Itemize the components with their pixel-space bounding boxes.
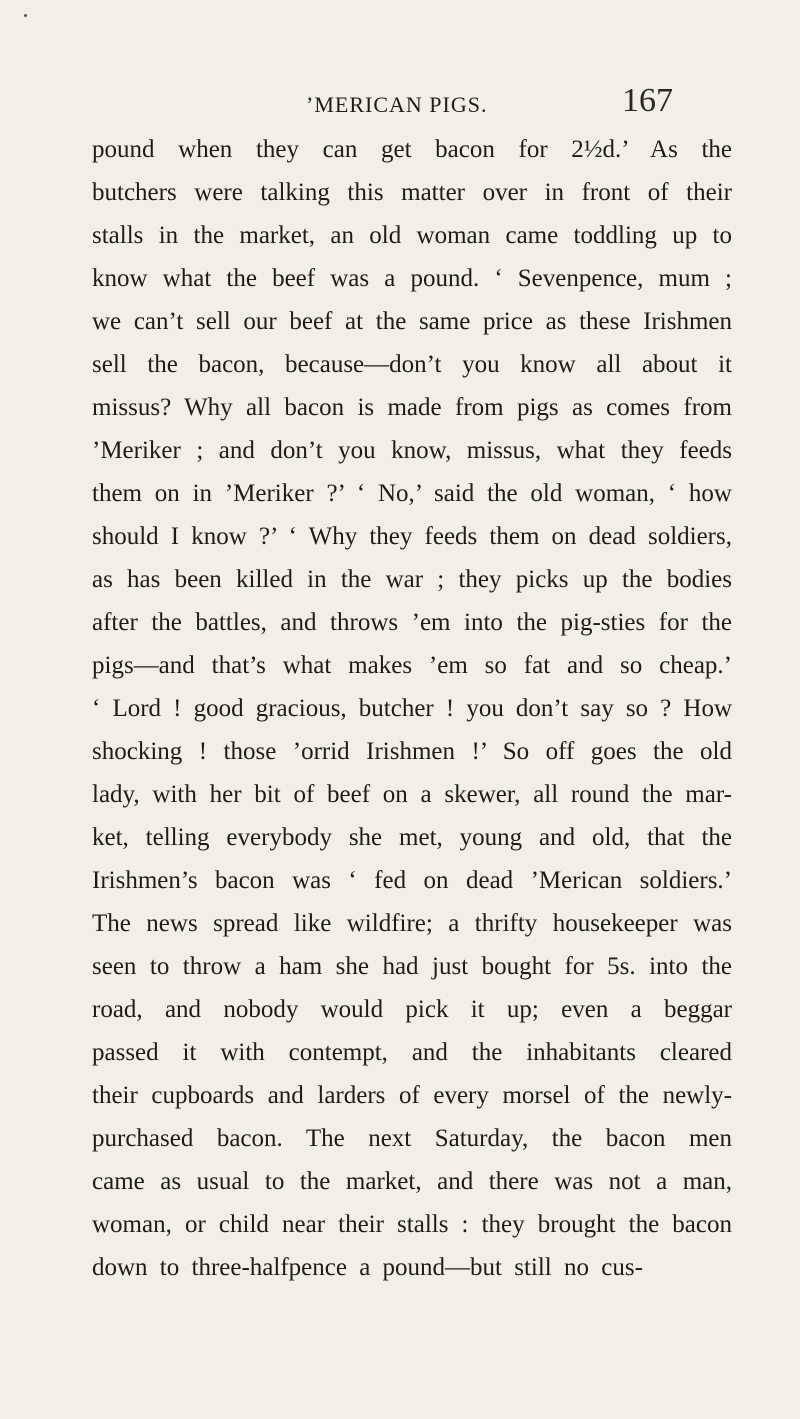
body-text: [92, 128, 732, 1289]
text-line: woman, or child near their stalls : they brought the bacon: [92, 1211, 732, 1238]
speck-mark: [24, 14, 27, 17]
text-line: should I know ?’ ‘ Why they feeds them on dead soldiers,: [92, 523, 732, 550]
text-line: sell the bacon, because—don’t you know all about it: [92, 351, 732, 378]
text-line: passed it with contempt, and the inhabitants cleared: [92, 1039, 732, 1066]
text-line: missus? Why all bacon is made from pigs as comes from: [92, 394, 732, 421]
text-line: ’Meriker ; and don’t you know, missus, what they feeds: [92, 437, 732, 464]
text-line: ket, telling everybody she met, young and old, that the: [92, 824, 732, 851]
text-line: after the battles, and throws ’em into the pig-sties for the: [92, 609, 732, 636]
text-line: stalls in the market, an old woman came toddling up to: [92, 222, 732, 249]
text-line: came as usual to the market, and there was not a man,: [92, 1168, 732, 1195]
text-line: road, and nobody would pick it up; even a beggar: [92, 996, 732, 1023]
text-line: them on in ’Meriker ?’ ‘ No,’ said the old woman, ‘ how: [92, 480, 732, 507]
text-line: butchers were talking this matter over in front of their: [92, 179, 732, 206]
running-head: ’MERICAN PIGS.: [306, 92, 488, 117]
text-line: their cupboards and larders of every morsel of the newly-: [92, 1082, 732, 1109]
text-line: as has been killed in the war ; they picks up the bodies: [92, 566, 732, 593]
page-header: [0, 68, 800, 119]
text-line: we can’t sell our beef at the same price as these Irishmen: [92, 308, 732, 335]
text-line: know what the beef was a pound. ‘ Sevenpence, mum ;: [92, 265, 732, 292]
text-line: Irishmen’s bacon was ‘ fed on dead ’Merican soldiers.’: [92, 867, 732, 894]
text-line: seen to throw a ham she had just bought for 5s. into the: [92, 953, 732, 980]
text-line: The news spread like wildfire; a thrifty housekeeper was: [92, 910, 732, 937]
page-number: 167: [622, 82, 673, 119]
text-line: pigs—and that’s what makes ’em so fat and so cheap.’: [92, 652, 732, 679]
text-line: shocking ! those ’orrid Irishmen !’ So off goes the old: [92, 738, 732, 765]
text-line: pound when they can get bacon for 2½d.’ As the: [92, 136, 732, 163]
text-line: down to three-halfpence a pound—but still no cus-: [92, 1254, 643, 1281]
text-line: ‘ Lord ! good gracious, butcher ! you don’t say so ? How: [92, 695, 732, 722]
text-line: lady, with her bit of beef on a skewer, all round the mar-: [92, 781, 732, 808]
text-line: purchased bacon. The next Saturday, the bacon men: [92, 1125, 732, 1152]
